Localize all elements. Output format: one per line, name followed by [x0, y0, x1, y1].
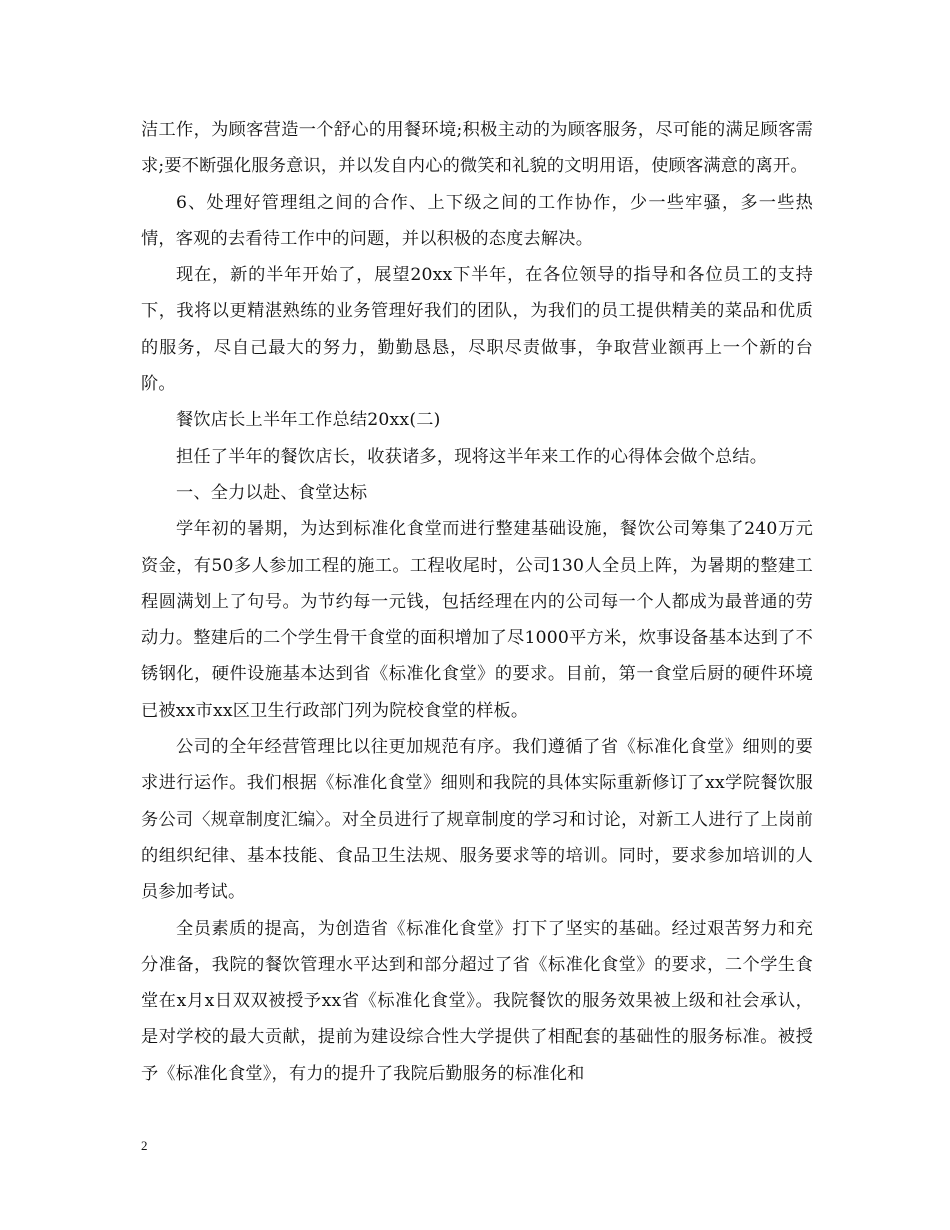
- page-number: 2: [141, 1138, 148, 1153]
- subheading-1: 一、全力以赴、食堂达标: [176, 482, 368, 503]
- paragraph-4: 学年初的暑期，为达到标准化食堂而进行整建基础设施，餐饮公司筹集了240万元资金，有50多人参加工程的施工。工程收尾时，公司130人全员上阵，为暑期的整建工程圆满划上了句号。为节约每一元钱，包括经理在内的公司每一个人都成为最普通的劳动力。整建后的二个学生骨干食堂的面积增加了尽1000平方米，炊事设备基本达到了不锈钢化，硬件设施基本达到省《标准化食堂》的要求。目前，第一食堂后厨的硬件环境已被xx市xx区卫生行政部门列为院校食堂的样板。: [141, 519, 813, 721]
- paragraph-2: 6、处理好管理组之间的合作、上下级之间的工作协作，少一些牢骚，多一些热情，客观的去看待工作中的问题，并以积极的态度去解决。: [141, 192, 813, 249]
- paragraph-3: 现在，新的半年开始了，展望20xx下半年，在各位领导的指导和各位员工的支持下，我将以更精湛熟练的业务管理好我们的团队，为我们的员工提供精美的菜品和优质的服务，尽自己最大的努力，勤勤恳恳，尽职尽责做事，争取营业额再上一个新的台阶。: [141, 265, 813, 395]
- section-title: 餐饮店长上半年工作总结20xx(二): [176, 410, 441, 431]
- paragraph-6: 全员素质的提高，为创造省《标准化食堂》打下了坚实的基础。经过艰苦努力和充分准备，我院的餐饮管理水平达到和部分超过了省《标准化食堂》的要求，二个学生食堂在x月x日双双被授予xx省《标准化食堂》。我院餐饮的服务效果被上级和社会承认，是对学校的最大贡献，提前为建设综合性大学提供了相配套的基础性的服务标准。被授予《标准化食堂》，有力的提升了我院后勤服务的标准化和: [141, 918, 813, 1084]
- document-body: [141, 112, 813, 1092]
- paragraph-5: 公司的全年经营管理比以往更加规范有序。我们遵循了省《标准化食堂》细则的要求进行运作。我们根据《标准化食堂》细则和我院的具体实际重新修订了xx学院餐饮服务公司〈规章制度汇编〉。对全员进行了规章制度的学习和讨论，对新工人进行了上岗前的组织纪律、基本技能、食品卫生法规、服务要求等的培训。同时，要求参加培训的人员参加考试。: [141, 737, 813, 903]
- paragraph-intro: 担任了半年的餐饮店长，收获诸多，现将这半年来工作的心得体会做个总结。: [176, 446, 768, 467]
- paragraph-1: 洁工作，为顾客营造一个舒心的用餐环境;积极主动的为顾客服务，尽可能的满足顾客需求;要不断强化服务意识，并以发自内心的微笑和礼貌的文明用语，使顾客满意的离开。: [141, 120, 813, 177]
